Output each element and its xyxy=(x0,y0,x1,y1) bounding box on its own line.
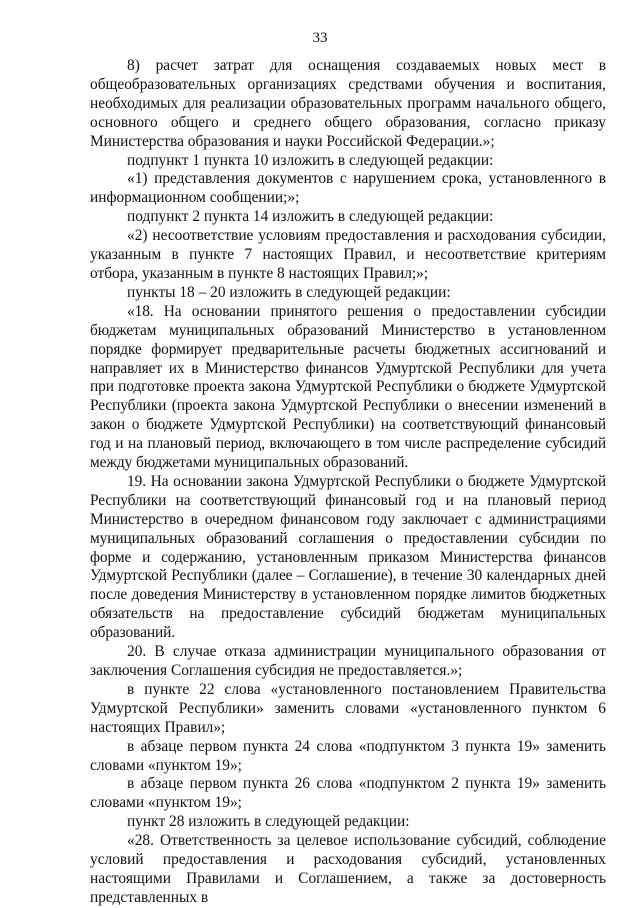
paragraph-amend-24: в абзаце первом пункта 24 слова «подпунктом 3 пункта 19» заменить словами «пунктом 19»; xyxy=(90,737,606,774)
paragraph-point-18: «18. На основании принятого решения о предоставлении субсидии бюджетам муниципальных образований Министерство в установленном порядке формирует предварительные расчеты бюджетных ассигнований и направляет их в Министерство финансов Удмуртской Республики для учета при подготовке проекта закона Удмуртской Республики о бюджете Удмуртской Республики (проекта закона Удмуртской Республики о внесении изменений в закон о бюджете Удмуртской Республики) на соответствующий финансовый год и на плановый период, включающего в том числе распределение субсидий между бюджетами муниципальных образований. xyxy=(90,302,606,472)
paragraph-amend-10: подпункт 1 пункта 10 изложить в следующей редакции: xyxy=(127,151,494,169)
paragraph-quote-10: «1) представления документов с нарушением срока, установленного в информационном сообщении;»; xyxy=(90,170,606,207)
paragraph-item-8: 8) расчет затрат для оснащения создаваемых новых мест в общеобразовательных организациях средствами обучения и воспитания, необходимых для реализации образовательных программ начального общего, основного общего и среднего общего образования, согласно приказу Министерства образования и науки Российской Федерации.»; xyxy=(90,57,606,150)
paragraph-amend-28: пункт 28 изложить в следующей редакции: xyxy=(127,813,410,831)
paragraph-amend-22: в пункте 22 слова «установленного постановлением Правительства Удмуртской Республики» заменить словами «установленного пунктом 6 настоящих Правил»; xyxy=(90,680,606,736)
paragraph-amend-18-20: пункты 18 – 20 изложить в следующей редакции: xyxy=(127,283,451,301)
paragraph-point-28: «28. Ответственность за целевое использование субсидий, соблюдение условий предоставления и расходования субсидий, установленных настоящими Правилами и Соглашением, а также за достоверность представленных в xyxy=(90,832,606,906)
document-body xyxy=(90,57,606,908)
page-number: 33 xyxy=(312,30,328,46)
paragraph-point-19: 19. На основании закона Удмуртской Республики о бюджете Удмуртской Республики на соответствующий финансовый год и на плановый период Министерство в очередном финансовом году заключает с администрациями муниципальных образований соглашения о предоставлении субсидии по форме и содержанию, установленным приказом Министерства финансов Удмуртской Республики (далее – Соглашение), в течение 30 календарных дней после доведения Министерству в установленном порядке лимитов бюджетных обязательств на предоставление субсидий бюджетам муниципальных образований. xyxy=(90,472,606,642)
paragraph-quote-14: «2) несоответствие условиям предоставления и расходования субсидии, указанным в пункте 7 настоящих Правил, и несоответствие критериям отбора, указанным в пункте 8 настоящих Правил;»; xyxy=(90,227,606,282)
paragraph-amend-26: в абзаце первом пункта 26 слова «подпунктом 2 пункта 19» заменить словами «пунктом 19»; xyxy=(90,775,606,812)
paragraph-point-20: 20. В случае отказа администрации муниципального образования от заключения Соглашения субсидия не предоставляется.»; xyxy=(90,643,606,679)
paragraph-amend-14: подпункт 2 пункта 14 изложить в следующей редакции: xyxy=(127,208,494,226)
